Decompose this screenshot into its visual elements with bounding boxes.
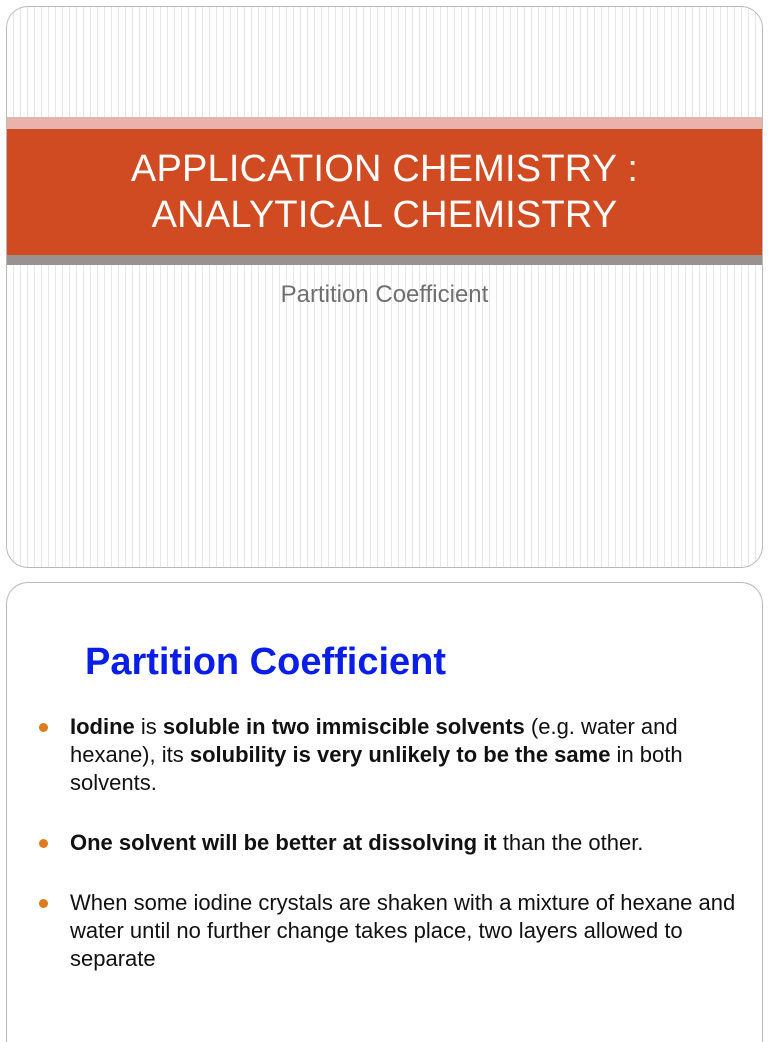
bullet-item	[39, 713, 739, 797]
bullet-text-bold: soluble in two immiscible solvents	[162, 714, 525, 739]
slide-subtitle: Partition Coefficient	[280, 281, 489, 308]
bullet-item	[39, 889, 739, 973]
title-slide	[6, 6, 763, 568]
slide-title-line-2: ANALYTICAL CHEMISTRY	[151, 194, 618, 236]
bullet-text: (e.g. water and hexane), its	[70, 714, 678, 767]
bullet-text: is	[134, 714, 163, 739]
bullet-text-bold: Iodine	[70, 714, 135, 739]
title-band	[7, 129, 762, 255]
bullet-dot-icon	[39, 723, 48, 732]
bullet-item	[39, 829, 739, 857]
bullet-text: When some iodine crystals are shaken with a mixture of hexane and water until no further change takes place, two layers allowed to separate	[70, 890, 736, 971]
bullet-text: than the other.	[496, 830, 644, 855]
bullet-text-bold: solubility is very unlikely to be the same	[189, 742, 611, 767]
title-top-accent-band	[7, 117, 762, 129]
bullet-text-bold: One solvent will be better at dissolving it	[70, 830, 497, 855]
bullet-dot-icon	[39, 839, 48, 848]
bullet-dot-icon	[39, 899, 48, 908]
content-slide	[6, 582, 763, 1042]
bullet-list	[39, 713, 739, 973]
bullet-text: in both solvents.	[70, 742, 683, 795]
slide-title-line-1: APPLICATION CHEMISTRY :	[130, 148, 639, 190]
title-bottom-accent-band	[7, 255, 762, 265]
content-heading: Partition Coefficient	[85, 641, 447, 683]
